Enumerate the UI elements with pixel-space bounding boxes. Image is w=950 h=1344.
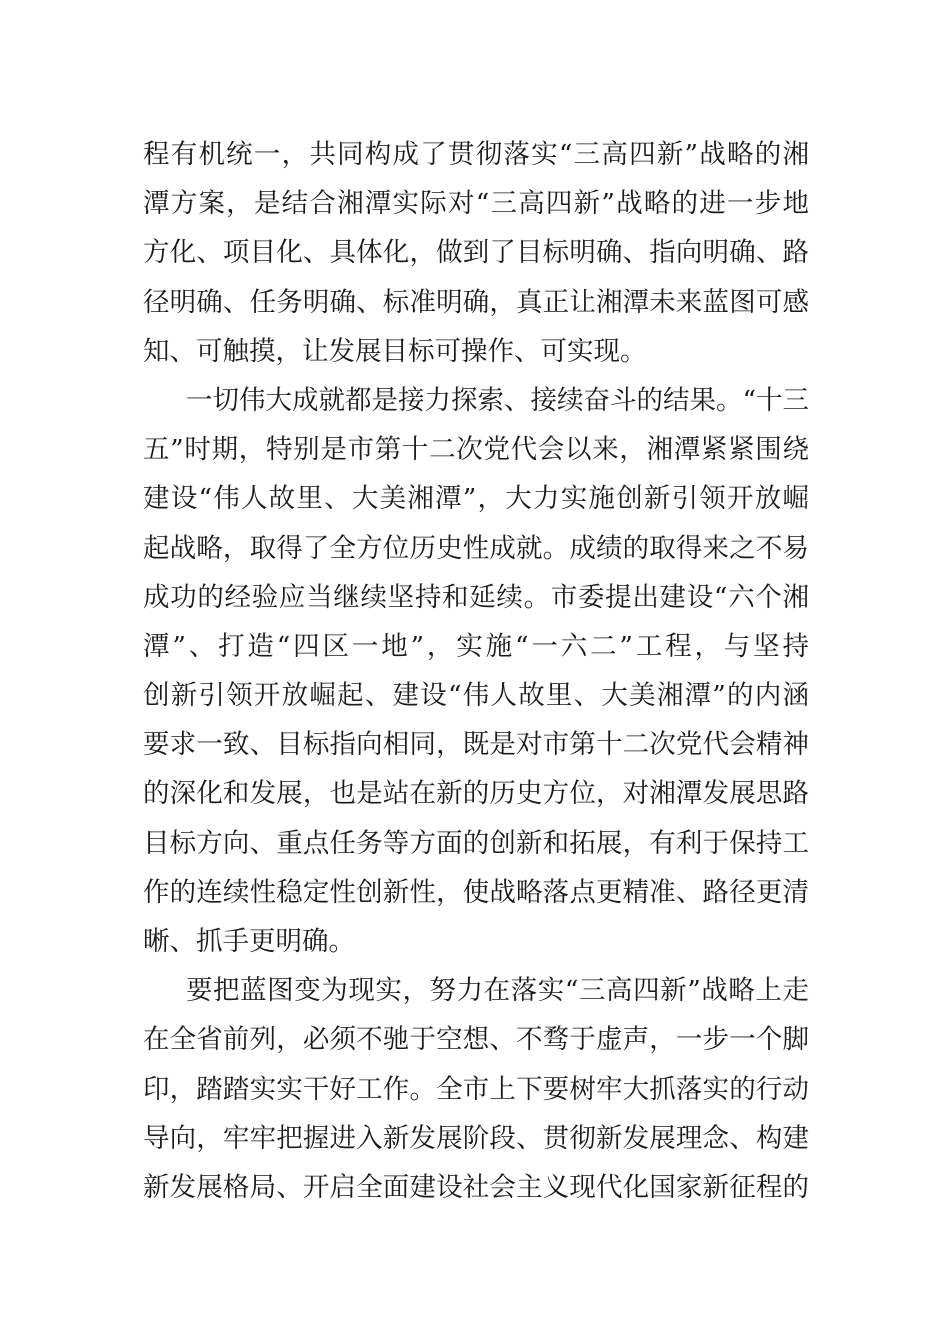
paragraph-3 (143, 966, 809, 1212)
text-line: 印，踏踏实实干好工作。全市上下要树牢大抓落实的行动 (143, 1073, 809, 1105)
text-line: 潭”、打造“四区一地”，实施“一六二”工程，与坚持 (143, 630, 809, 662)
text-line: 导向，牢牢把握进入新发展阶段、贯彻新发展理念、构建 (143, 1122, 809, 1154)
text-line: 新发展格局、开启全面建设社会主义现代化国家新征程的 (143, 1171, 809, 1203)
text-line: 知、可触摸，让发展目标可操作、可实现。 (143, 335, 647, 367)
text-line: 目标方向、重点任务等方面的创新和拓展，有利于保持工 (143, 827, 809, 859)
text-line: 起战略，取得了全方位历史性成就。成绩的取得来之不易 (143, 532, 809, 564)
text-line: 的深化和发展，也是站在新的历史方位，对湘潭发展思路 (143, 778, 809, 810)
text-line: 成功的经验应当继续坚持和延续。市委提出建设“六个湘 (143, 581, 809, 613)
text-line: 径明确、任务明确、标准明确，真正让湘潭未来蓝图可感 (143, 286, 809, 318)
text-line: 创新引领开放崛起、建设“伟人故里、大美湘潭”的内涵 (143, 680, 809, 712)
text-line: 要把蓝图变为现实，努力在落实“三高四新”战略上走 (186, 975, 809, 1007)
paragraph-1 (143, 130, 809, 376)
text-line: 晰、抓手更明确。 (143, 926, 355, 957)
body-text (143, 130, 809, 1212)
text-line: 在全省前列，必须不驰于空想、不骛于虚声，一步一个脚 (143, 1024, 809, 1056)
text-line: 五”时期，特别是市第十二次党代会以来，湘潭紧紧围绕 (143, 434, 809, 466)
paragraph-2 (143, 376, 809, 966)
text-line: 要求一致、目标指向相同，既是对市第十二次党代会精神 (143, 729, 809, 761)
text-line: 一切伟大成就都是接力探索、接续奋斗的结果。“十三 (186, 384, 810, 416)
text-line: 程有机统一，共同构成了贯彻落实“三高四新”战略的湘 (143, 139, 809, 170)
text-line: 建设“伟人故里、大美湘潭”，大力实施创新引领开放崛 (143, 483, 809, 515)
text-line: 作的连续性稳定性创新性，使战略落点更精准、路径更清 (143, 876, 809, 908)
text-line: 方化、项目化、具体化，做到了目标明确、指向明确、路 (143, 237, 809, 269)
text-line: 潭方案，是结合湘潭实际对“三高四新”战略的进一步地 (143, 188, 809, 220)
